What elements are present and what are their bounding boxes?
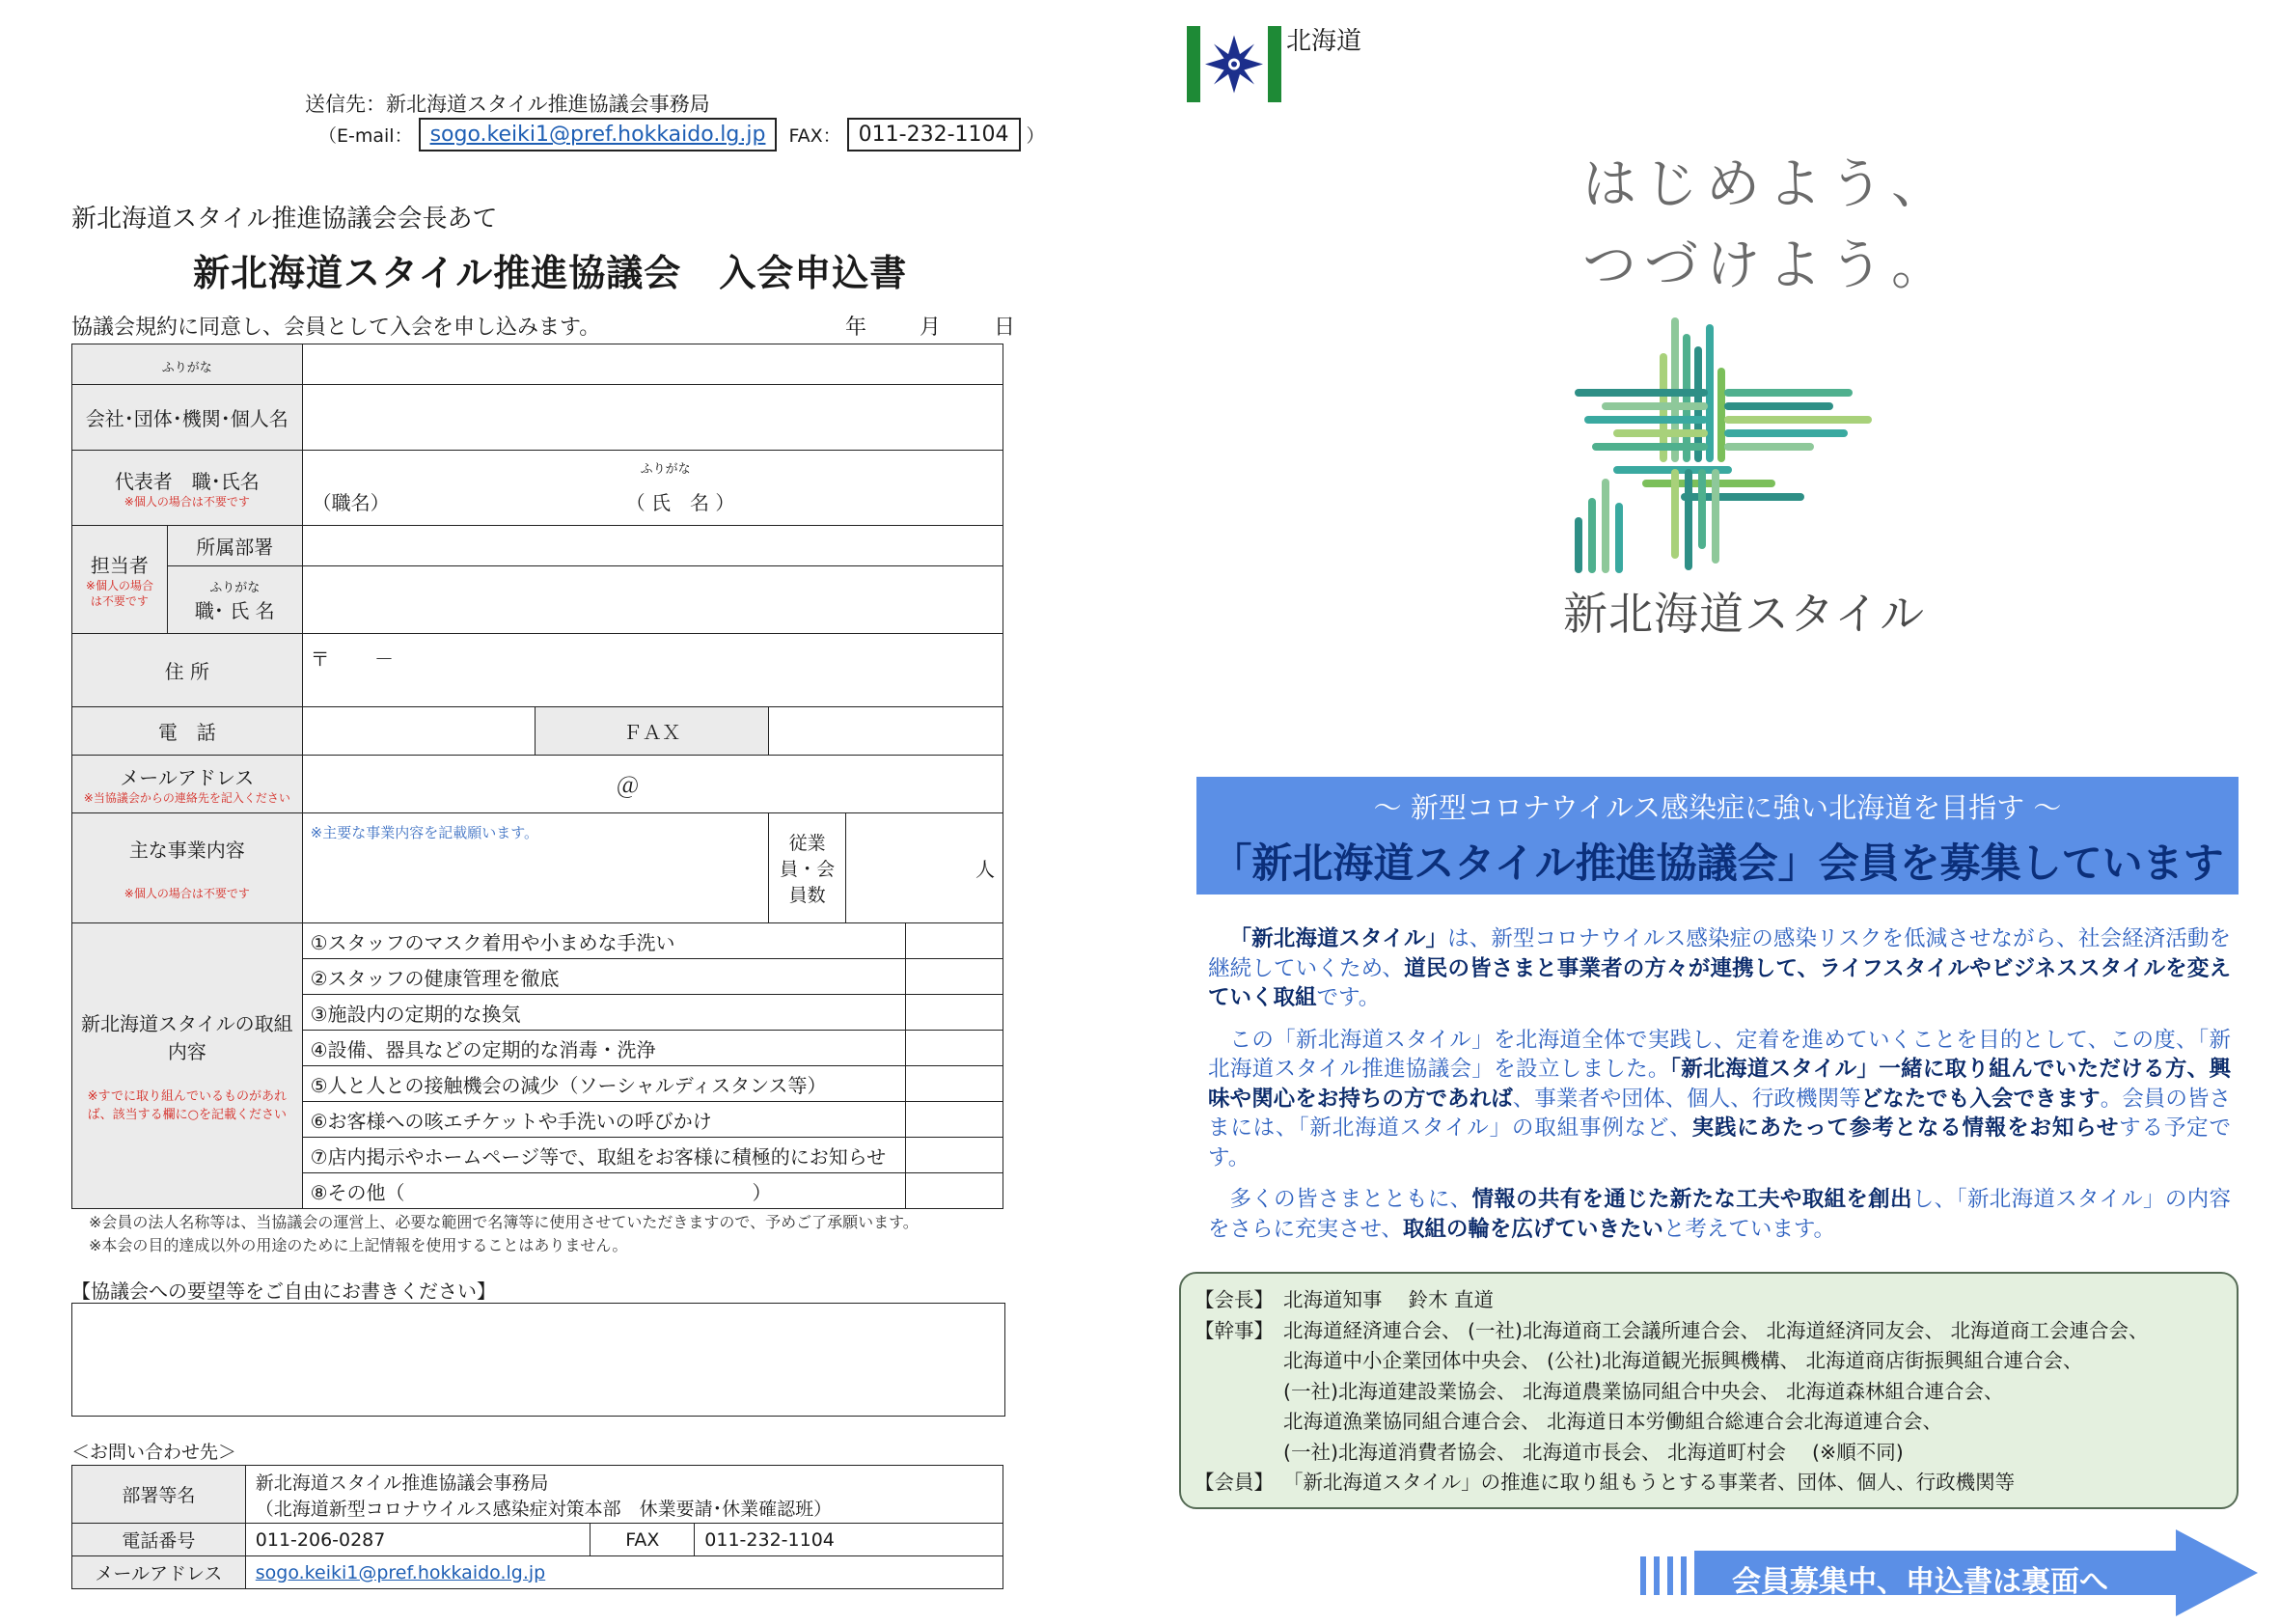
send-email-link[interactable]: sogo.keiki1@pref.hokkaido.lg.jp <box>419 118 778 151</box>
representative-name: （ 氏 名 ） <box>625 491 735 514</box>
body-text-run: この「新北海道スタイル」を北海道全体で実践し、定着を進めていくことを目的として、この度、「新北海道スタイル推進協議会」を設立しました。 <box>1208 1027 2231 1082</box>
fax-label-cell: ＦＡＸ <box>536 707 769 756</box>
effort-check-8[interactable] <box>906 1173 1003 1209</box>
new-hokkaido-style-logo-icon <box>1559 314 1887 574</box>
fax-input[interactable] <box>769 707 1003 756</box>
representative-label: 代表者 職･氏名 ※個人の場合は不要です <box>72 451 303 526</box>
exec-tag: 【幹事】 <box>1195 1318 1274 1342</box>
employees-input[interactable] <box>846 813 1003 923</box>
email-label: （E-mail： <box>318 125 413 147</box>
persons-unit: 人 <box>975 858 995 881</box>
body-paragraph-1 <box>1208 924 2231 1013</box>
body-emphasis: 道民の皆さまと事業者の方々が連携して、ライフスタイルやビジネススタイルを変えていく取組 <box>1208 955 2231 1010</box>
addressee: 新北海道スタイル推進協議会会長あて <box>71 205 498 234</box>
effort-check-6[interactable] <box>906 1102 1003 1138</box>
body-text-run: 、事業者や団体、個人、行政機関等 <box>1512 1086 1861 1112</box>
inquiry-dept-label: 部署等名 <box>72 1466 246 1524</box>
chair-tag: 【会長】 <box>1195 1288 1274 1311</box>
privacy-note-2: ※本会の目的達成以外の用途のために上記情報を使用することはありません。 <box>89 1236 628 1254</box>
contact-name-input[interactable] <box>302 566 1003 634</box>
inquiry-tel-label: 電話番号 <box>72 1524 246 1556</box>
department-input[interactable] <box>302 526 1003 566</box>
brand-name: 新北海道スタイル <box>1563 588 1926 640</box>
body-emphasis: 取組の輪を広げていきたい <box>1402 1216 1663 1242</box>
body-emphasis: 情報の共有を通じた新たな工夫や取組を創出 <box>1471 1187 1912 1212</box>
hokkaido-flag-icon <box>1187 26 1281 102</box>
year-label: 年 <box>845 316 867 340</box>
fax-label: FAX： <box>788 125 841 147</box>
form-title: 新北海道スタイル推進協議会 入会申込書 <box>193 252 908 294</box>
mail-label: メールアドレス ※当協議会からの連絡先を記入ください <box>72 756 303 813</box>
recruitment-banner <box>1196 777 2239 895</box>
body-text-run: する予定です。 <box>1208 1115 2231 1170</box>
contact-name-label: ふりがな 職･ 氏 名 <box>167 566 302 634</box>
furigana-input[interactable] <box>302 344 1003 385</box>
body-text-run: と考えています。 <box>1662 1216 1836 1242</box>
day-label: 日 <box>994 316 1016 340</box>
exec-line: 北海道中小企業団体中央会、 (公社)北海道観光振興機構、 北海道商店街振興組合連合会、 <box>1283 1349 2083 1372</box>
banner-title: 「新北海道スタイル推進協議会」会員を募集しています <box>1211 840 2224 887</box>
effort-check-3[interactable] <box>906 995 1003 1031</box>
business-label: 主な事業内容 ※個人の場合は不要です <box>72 813 303 923</box>
company-input[interactable] <box>302 385 1003 451</box>
flyer-body <box>1208 924 2231 1256</box>
body-text-run: 多くの皆さまとともに、 <box>1229 1187 1472 1212</box>
exec-line: (一社)北海道建設業協会、 北海道農業協同組合中央会、 北海道森林組合連合会、 <box>1283 1379 2004 1403</box>
prefecture-name: 北海道 <box>1286 27 1362 56</box>
member-text: 「新北海道スタイル」の推進に取り組もうとする事業者、団体、個人、行政機関等 <box>1283 1471 2016 1494</box>
company-label: 会社･団体･機関･個人名 <box>72 385 303 451</box>
effort-item: ①スタッフのマスク着用や小まめな手洗い <box>302 923 905 959</box>
request-textarea[interactable] <box>71 1303 1005 1417</box>
mail-note: ※当協議会からの連絡先を記入ください <box>83 791 290 805</box>
cta-label[interactable]: 会員募集中、申込書は裏面へ <box>1732 1565 2108 1599</box>
catchphrase-2: つづけよう。 <box>1582 234 1953 297</box>
contact-person-label: 担当者 ※個人の場合は不要です <box>72 526 168 634</box>
inquiry-fax-label: FAX <box>591 1524 695 1556</box>
exec-line: (一社)北海道消費者協会、 北海道市長会、 北海道町村会 (※順不同) <box>1283 1440 1904 1464</box>
inquiry-mail-cell <box>245 1556 1003 1589</box>
body-text-run: 。会員の皆さまには、「新北海道スタイル」の取組事例など、 <box>1208 1086 2231 1141</box>
inquiry-tel: 011-206-0287 <box>245 1524 591 1556</box>
inquiry-label: ＜お問い合わせ先＞ <box>71 1442 237 1463</box>
department-label: 所属部署 <box>167 526 302 566</box>
body-emphasis: どなたでも入会できます <box>1860 1086 2101 1112</box>
application-table <box>71 344 1003 1209</box>
representative-post: （職名） <box>312 491 390 514</box>
chair-text: 北海道知事 鈴木 直道 <box>1283 1288 1495 1311</box>
agreement-text: 協議会規約に同意し、会員として入会を申し込みます。 <box>71 316 601 340</box>
effort-check-5[interactable] <box>906 1066 1003 1102</box>
banner-subtitle: ～ 新型コロナウイルス感染症に強い北海道を目指す ～ <box>1373 791 2062 824</box>
representative-furigana: ふりがな <box>640 462 691 477</box>
body-text-run: し、「新北海道スタイル」の内容をさらに充実させ、 <box>1208 1187 2231 1242</box>
inquiry-table <box>71 1465 1003 1589</box>
exec-line: 北海道経済連合会、 (一社)北海道商工会議所連合会、 北海道経済同友会、 北海道商工会連合会、 <box>1283 1318 2149 1342</box>
body-text-run: です。 <box>1316 985 1381 1010</box>
furigana-label: ふりがな <box>72 344 303 385</box>
body-emphasis: 「新北海道スタイル」一緒に取り組んでいただける方、興味や関心をお持ちの方であれば <box>1208 1057 2231 1112</box>
effort-check-7[interactable] <box>906 1138 1003 1173</box>
exec-line: 北海道漁業協同組合連合会、 北海道日本労働組合総連合会北海道連合会、 <box>1283 1410 1943 1433</box>
efforts-label: 新北海道スタイルの取組内容 ※すでに取り組んでいるものがあれば、該当する欄に○を記載ください <box>72 923 303 1209</box>
inquiry-fax: 011-232-1104 <box>695 1524 1003 1556</box>
business-hint: ※主要な事業内容を記載願います。 <box>310 824 538 841</box>
month-label: 月 <box>920 316 942 340</box>
phone-label: 電 話 <box>72 707 303 756</box>
effort-check-2[interactable] <box>906 959 1003 995</box>
inquiry-mail-link[interactable]: sogo.keiki1@pref.hokkaido.lg.jp <box>255 1561 546 1583</box>
body-text-run: は、新型コロナウイルス感染症の感染リスクを低減させながら、社会経済活動を継続していくため、 <box>1208 926 2231 981</box>
application-form-page <box>0 0 1129 1624</box>
representative-input[interactable] <box>302 451 1003 526</box>
send-to-label: 送信先：新北海道スタイル推進協議会事務局 <box>305 93 710 116</box>
employees-label: 従業員・会員数 <box>769 813 846 923</box>
contact-person-note: ※個人の場合は不要です <box>85 579 153 608</box>
effort-item: ⑥お客様への咳エチケットや手洗いの呼びかけ <box>302 1102 905 1138</box>
effort-item: ③施設内の定期的な換気 <box>302 995 905 1031</box>
body-paragraph-3 <box>1208 1185 2231 1244</box>
request-label: 【協議会への要望等をご自由にお書きください】 <box>71 1280 496 1303</box>
send-contact-line <box>318 118 1045 151</box>
business-input[interactable] <box>302 813 769 923</box>
effort-check-4[interactable] <box>906 1031 1003 1066</box>
address-label: 住 所 <box>72 634 303 707</box>
phone-input[interactable] <box>302 707 536 756</box>
effort-item: ⑦店内掲示やホームページ等で、取組をお客様に積極的にお知らせ <box>302 1138 905 1173</box>
postal-mark: 〒 － <box>310 647 394 671</box>
close-paren: ） <box>1026 125 1045 147</box>
members-box <box>1179 1272 2239 1509</box>
body-paragraph-2 <box>1208 1026 2231 1173</box>
effort-item: ④設備、器具などの定期的な消毒・洗浄 <box>302 1031 905 1066</box>
inquiry-dept: 新北海道スタイル推進協議会事務局 （北海道新型コロナウイルス感染症対策本部 休業要請･休業確認班） <box>245 1466 1003 1524</box>
send-fax-number: 011-232-1104 <box>847 118 1021 151</box>
at-mark: ＠ <box>616 773 640 800</box>
business-note: ※個人の場合は不要です <box>124 887 250 900</box>
efforts-note: ※すでに取り組んでいるものがあれば、該当する欄に○を記載ください <box>87 1088 287 1122</box>
date-fields <box>799 311 1015 341</box>
body-emphasis: 実践にあたって参考となる情報をお知らせ <box>1691 1115 2120 1141</box>
representative-note: ※個人の場合は不要です <box>124 495 250 509</box>
effort-item: ②スタッフの健康管理を徹底 <box>302 959 905 995</box>
effort-item: ⑧その他（ ） <box>302 1173 905 1209</box>
inquiry-mail-label: メールアドレス <box>72 1556 246 1589</box>
privacy-note-1: ※会員の法人名称等は、当協議会の運営上、必要な範囲で名簿等に使用させていただきますので、予めご了承願います。 <box>89 1213 919 1231</box>
mail-input[interactable] <box>302 756 1003 813</box>
effort-check-1[interactable] <box>906 923 1003 959</box>
address-input[interactable] <box>302 634 1003 707</box>
catchphrase-1: はじめよう、 <box>1582 153 1953 216</box>
body-emphasis: 「新北海道スタイル」 <box>1229 926 1448 951</box>
member-tag: 【会員】 <box>1195 1471 1274 1494</box>
effort-item: ⑤人と人との接触機会の減少（ソーシャルディスタンス等） <box>302 1066 905 1102</box>
